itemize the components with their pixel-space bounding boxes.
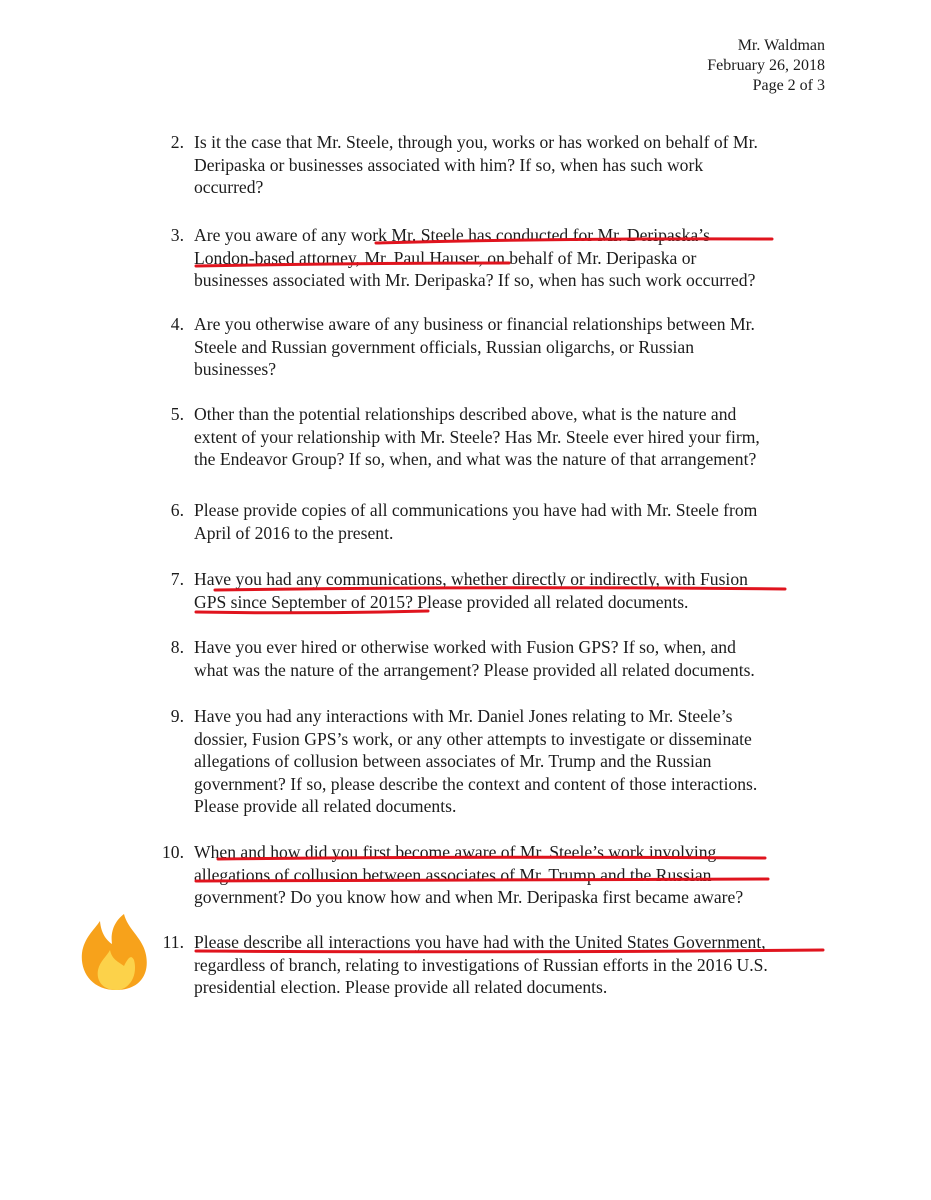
question-line: regardless of branch, relating to investigations of Russian efforts in the 2016 U.S.	[194, 954, 768, 975]
question-line: April of 2016 to the present.	[194, 522, 394, 543]
question-number: 10.	[162, 842, 184, 862]
question-line: Have you had any interactions with Mr. Daniel Jones relating to Mr. Steele’s	[194, 706, 733, 726]
question-line: Deripaska or businesses associated with him? If so, when has such work	[194, 154, 704, 175]
question-line: presidential election. Please provide all related documents.	[194, 977, 608, 998]
question-line: Are you aware of any work Mr. Steele has conducted for Mr. Deripaska’s	[194, 225, 710, 245]
question-line: Have you ever hired or otherwise worked with Fusion GPS? If so, when, and	[194, 637, 736, 657]
question-line: Please describe all interactions you have had with the United States Government,	[194, 932, 766, 952]
question-line: Please provide copies of all communications you have had with Mr. Steele from	[194, 500, 758, 520]
question-number: 5.	[170, 404, 184, 424]
question-line: dossier, Fusion GPS’s work, or any other attempts to investigate or disseminate	[194, 728, 752, 749]
question-line: allegations of collusion between associates of Mr. Trump and the Russian	[194, 864, 712, 885]
question-number: 4.	[170, 314, 184, 334]
question-line: allegations of collusion between associates of Mr. Trump and the Russian	[194, 751, 712, 772]
letter-header	[707, 36, 825, 96]
fire-emoji-icon	[82, 914, 147, 990]
question-line: Steele and Russian government officials, Russian oligarchs, or Russian	[194, 336, 695, 357]
question-number: 7.	[170, 569, 184, 589]
question-line: the Endeavor Group? If so, when, and what was the nature of that arrangement?	[194, 449, 757, 470]
question-line: what was the nature of the arrangement? Please provided all related documents.	[194, 659, 755, 680]
header-date: February 26, 2018	[707, 57, 825, 74]
question-number: 11.	[162, 932, 184, 952]
question-line: Other than the potential relationships described above, what is the nature and	[194, 404, 737, 424]
question-line: Is it the case that Mr. Steele, through you, works or has worked on behalf of Mr.	[194, 132, 758, 152]
question-line: Have you had any communications, whether directly or indirectly, with Fusion	[194, 569, 748, 589]
header-page-number: Page 2 of 3	[752, 77, 825, 94]
header-recipient: Mr. Waldman	[737, 37, 825, 54]
question-number: 6.	[170, 500, 184, 520]
question-number: 3.	[170, 225, 184, 245]
question-line: Please provide all related documents.	[194, 796, 457, 817]
question-line: businesses associated with Mr. Deripaska? If so, when has such work occurred?	[194, 270, 756, 291]
question-line: GPS since September of 2015? Please provided all related documents.	[194, 591, 689, 612]
question-line: occurred?	[194, 177, 264, 198]
question-number: 2.	[170, 132, 184, 152]
question-number: 8.	[170, 637, 184, 657]
question-line: extent of your relationship with Mr. Steele? Has Mr. Steele ever hired your firm,	[194, 426, 760, 447]
question-line: government? Do you know how and when Mr. Deripaska first became aware?	[194, 887, 744, 908]
question-line: government? If so, please describe the context and content of those interactions.	[194, 773, 758, 794]
question-line: Are you otherwise aware of any business or financial relationships between Mr.	[194, 314, 755, 334]
question-number: 9.	[170, 706, 184, 726]
question-line: London-based attorney, Mr. Paul Hauser, on behalf of Mr. Deripaska or	[194, 247, 697, 268]
question-line: When and how did you first become aware of Mr. Steele’s work involving	[194, 842, 717, 862]
question-line: businesses?	[194, 359, 277, 380]
